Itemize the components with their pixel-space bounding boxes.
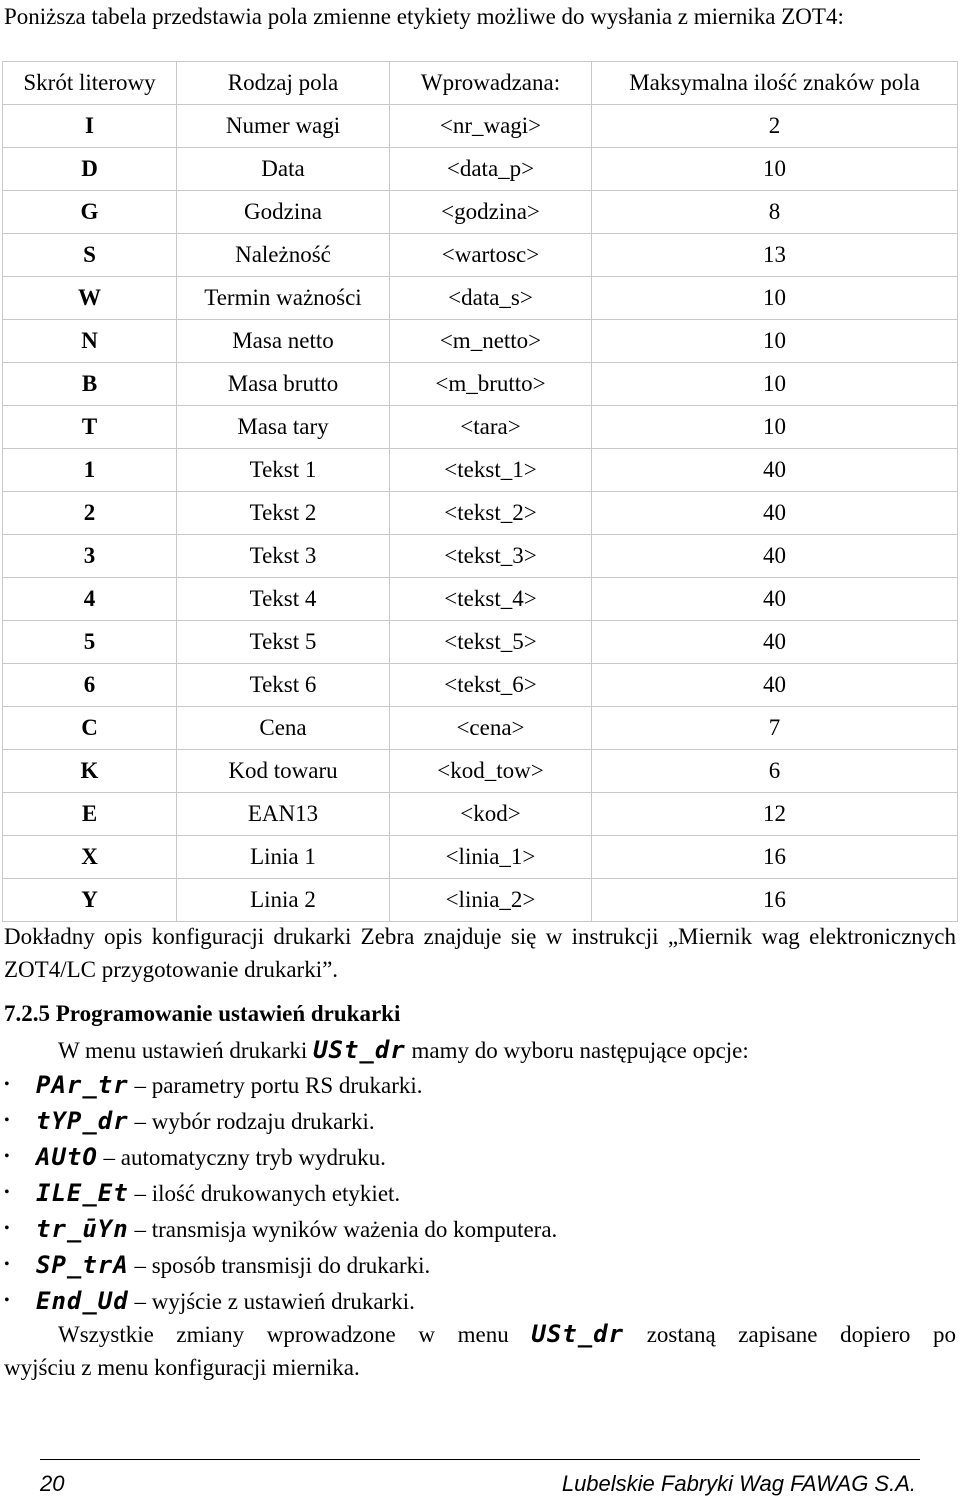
table-cell: S (3, 234, 177, 277)
bullet-icon: • (4, 1076, 10, 1093)
table-row (3, 793, 958, 836)
table-cell: Data (177, 148, 390, 191)
bullet-icon: • (4, 1292, 10, 1309)
table-cell: K (3, 750, 177, 793)
table-row (3, 320, 958, 363)
table-cell: D (3, 148, 177, 191)
table-cell: <tekst_6> (390, 664, 592, 707)
table-cell: 10 (592, 277, 958, 320)
table-cell: 6 (3, 664, 177, 707)
table-cell: <tekst_2> (390, 492, 592, 535)
menu-intro-text-after: mamy do wyboru następujące opcje: (405, 1038, 749, 1063)
table-cell: Cena (177, 707, 390, 750)
table-cell: Tekst 5 (177, 621, 390, 664)
table-cell: Tekst 2 (177, 492, 390, 535)
option-code: PAr_tr (36, 1071, 129, 1099)
table-cell: 4 (3, 578, 177, 621)
table-cell: Masa tary (177, 406, 390, 449)
table-cell: <cena> (390, 707, 592, 750)
table-row (3, 148, 958, 191)
table-cell: <godzina> (390, 191, 592, 234)
table-row (3, 492, 958, 535)
header-cell: Rodzaj pola (177, 62, 390, 105)
option-code: AUtO (36, 1143, 98, 1171)
table-row (3, 277, 958, 320)
table-cell: 10 (592, 406, 958, 449)
table-cell: 7 (592, 707, 958, 750)
table-cell: 40 (592, 664, 958, 707)
table-cell: 1 (3, 449, 177, 492)
bullet-icon: • (4, 1220, 10, 1237)
table-cell: <m_brutto> (390, 363, 592, 406)
table-cell: 10 (592, 148, 958, 191)
table-cell: 40 (592, 492, 958, 535)
table-cell: 12 (592, 793, 958, 836)
table-cell: <kod> (390, 793, 592, 836)
table-cell: <tekst_5> (390, 621, 592, 664)
table-cell: <tekst_1> (390, 449, 592, 492)
zebra-reference-paragraph: Dokładny opis konfiguracji drukarki Zebra znajduje się w instrukcji „Miernik wag elektronicznych ZOT4/LC przygotowanie drukarki”. (4, 924, 956, 982)
table-cell: 2 (3, 492, 177, 535)
footer-divider (40, 1459, 920, 1460)
table-cell: 10 (592, 320, 958, 363)
table-row (3, 406, 958, 449)
table-cell: Y (3, 879, 177, 922)
option-code: tYP_dr (36, 1107, 129, 1135)
header-cell: Maksymalna ilość znaków pola (592, 62, 958, 105)
table-cell: <m_netto> (390, 320, 592, 363)
table-cell: <tara> (390, 406, 592, 449)
table-cell: Godzina (177, 191, 390, 234)
bullet-icon: • (4, 1112, 10, 1129)
table-cell: 2 (592, 105, 958, 148)
table-row (3, 449, 958, 492)
table-cell: Kod towaru (177, 750, 390, 793)
table-cell: <wartosc> (390, 234, 592, 277)
closing-line-2: wyjściu z menu konfiguracji miernika. (4, 1355, 360, 1380)
option-description: – parametry portu RS drukarki. (134, 1073, 423, 1098)
table-cell: T (3, 406, 177, 449)
table-cell: Tekst 4 (177, 578, 390, 621)
table-row (3, 707, 958, 750)
table-cell: 10 (592, 363, 958, 406)
table-row (3, 664, 958, 707)
table-cell: E (3, 793, 177, 836)
table-cell: 40 (592, 535, 958, 578)
bullet-icon: • (4, 1184, 10, 1201)
table-cell: W (3, 277, 177, 320)
table-cell: 16 (592, 836, 958, 879)
table-cell: Tekst 3 (177, 535, 390, 578)
table-row (3, 578, 958, 621)
table-cell: 40 (592, 449, 958, 492)
table-cell: <tekst_4> (390, 578, 592, 621)
table-cell: N (3, 320, 177, 363)
list-item (4, 1068, 944, 1104)
option-code: SP_trA (36, 1251, 129, 1279)
table-cell: EAN13 (177, 793, 390, 836)
table-row (3, 750, 958, 793)
intro-paragraph: Poniższa tabela przedstawia pola zmienne etykiety możliwe do wysłania z miernika ZOT4: (4, 4, 844, 29)
table-cell: <linia_1> (390, 836, 592, 879)
option-description: – sposób transmisji do drukarki. (134, 1253, 431, 1278)
table-cell: <linia_2> (390, 879, 592, 922)
table-row (3, 879, 958, 922)
list-item (4, 1140, 944, 1176)
section-heading: 7.2.5 Programowanie ustawień drukarki (4, 1001, 401, 1026)
printer-options-list (4, 1068, 944, 1320)
table-cell: B (3, 363, 177, 406)
list-item (4, 1176, 944, 1212)
option-description: – transmisja wyników ważenia do komputera. (134, 1217, 558, 1242)
table-cell: <data_s> (390, 277, 592, 320)
bullet-icon: • (4, 1256, 10, 1273)
table-cell: X (3, 836, 177, 879)
table-cell: Tekst 1 (177, 449, 390, 492)
table-row (3, 105, 958, 148)
table-cell: 5 (3, 621, 177, 664)
table-cell: Termin ważności (177, 277, 390, 320)
table-cell: 40 (592, 621, 958, 664)
table-cell: <tekst_3> (390, 535, 592, 578)
list-item (4, 1104, 944, 1140)
table-row (3, 535, 958, 578)
table-body (3, 105, 958, 922)
menu-code-usr-dr: USt_dr (531, 1320, 625, 1348)
option-code: tr_ūYn (36, 1215, 129, 1243)
option-description: – wybór rodzaju drukarki. (134, 1109, 375, 1134)
table-cell: 13 (592, 234, 958, 277)
bullet-icon: • (4, 1148, 10, 1165)
closing-text: Wszystkie zmiany wprowadzone w menu (58, 1322, 532, 1347)
table-cell: <data_p> (390, 148, 592, 191)
table-row (3, 621, 958, 664)
list-item (4, 1284, 944, 1320)
header-cell: Wprowadzana: (390, 62, 592, 105)
menu-code-usr-dr: USt_dr (313, 1036, 406, 1064)
table-cell: Masa brutto (177, 363, 390, 406)
option-code: End_Ud (36, 1287, 129, 1315)
table-row (3, 363, 958, 406)
menu-intro-text: W menu ustawień drukarki (58, 1038, 314, 1063)
table-cell: 40 (592, 578, 958, 621)
table-cell: G (3, 191, 177, 234)
option-description: – ilość drukowanych etykiet. (134, 1181, 401, 1206)
table-cell: Linia 1 (177, 836, 390, 879)
table-cell: Należność (177, 234, 390, 277)
table-cell: 8 (592, 191, 958, 234)
table-cell: Masa netto (177, 320, 390, 363)
list-item (4, 1248, 944, 1284)
table-cell: C (3, 707, 177, 750)
table-cell: 3 (3, 535, 177, 578)
table-row (3, 234, 958, 277)
option-code: ILE_Et (36, 1179, 129, 1207)
table-cell: Numer wagi (177, 105, 390, 148)
table-row (3, 191, 958, 234)
table-cell: Tekst 6 (177, 664, 390, 707)
header-cell: Skrót literowy (3, 62, 177, 105)
table-cell: 6 (592, 750, 958, 793)
closing-line-1 (4, 1318, 956, 1351)
table-cell: 16 (592, 879, 958, 922)
table-cell: Linia 2 (177, 879, 390, 922)
page-number: 20 (40, 1471, 65, 1496)
label-fields-table (2, 61, 958, 922)
table-header-row (3, 62, 958, 105)
table-cell: <nr_wagi> (390, 105, 592, 148)
table-cell: <kod_tow> (390, 750, 592, 793)
menu-intro-paragraph (58, 1033, 749, 1068)
list-item (4, 1212, 944, 1248)
table-row (3, 836, 958, 879)
option-description: – wyjście z ustawień drukarki. (134, 1289, 415, 1314)
closing-text-after: zostaną zapisane dopiero po (624, 1322, 956, 1347)
option-description: – automatyczny tryb wydruku. (103, 1145, 386, 1170)
table-cell: I (3, 105, 177, 148)
closing-paragraph (4, 1318, 956, 1384)
footer-company: Lubelskie Fabryki Wag FAWAG S.A. (561, 1471, 916, 1496)
